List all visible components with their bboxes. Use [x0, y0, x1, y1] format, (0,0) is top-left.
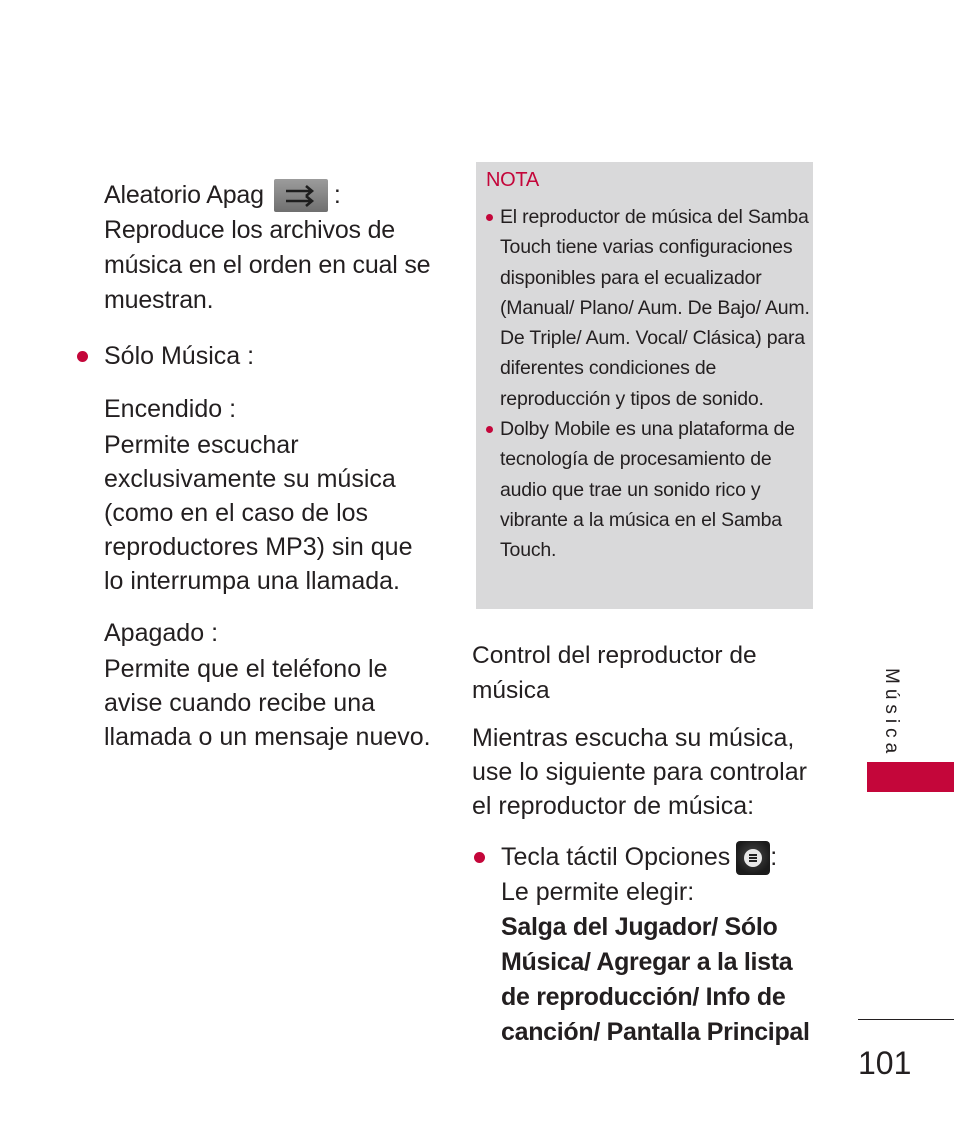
section-intro: Mientras escucha su música, use lo siguiente para controlar el reproductor de música:: [472, 724, 807, 820]
off-term-line: [104, 616, 434, 650]
music-only-on-section: [104, 392, 434, 598]
bullet-icon: [474, 852, 485, 863]
options-item: [501, 840, 821, 1050]
shuffle-description: Reproduce los archivos de música en el orden en cual se muestran.: [104, 216, 431, 314]
on-term: Encendido :: [104, 395, 237, 423]
music-only-off-section: [104, 616, 434, 754]
note-item: [486, 414, 810, 565]
off-description: Permite que el teléfono le avise cuando recibe una llamada o un mensaje nuevo.: [104, 655, 431, 751]
note-item: [486, 202, 810, 414]
menu-icon: [736, 841, 770, 875]
side-tab-label: Música: [881, 668, 902, 759]
bullet-icon: [486, 426, 493, 433]
note-box: [476, 162, 813, 609]
shuffle-section: [104, 178, 434, 318]
music-only-item: [104, 339, 434, 374]
on-description: Permite escuchar exclusivamente su música (como en el caso de los reproductores MP3) sin que lo interrumpa una llamada.: [104, 431, 413, 595]
note-list: [486, 202, 810, 566]
page-number: 101: [858, 1045, 912, 1081]
options-subtext: Le permite elegir:: [501, 878, 695, 906]
shuffle-term: Aleatorio Apag: [104, 181, 264, 209]
music-only-colon: :: [247, 342, 255, 370]
bullet-icon: [77, 351, 88, 362]
shuffle-icon: [274, 179, 328, 212]
off-colon: :: [211, 619, 219, 647]
note-item-text: El reproductor de música del Samba Touch tiene varias configuraciones disponibles para el ecualizador (Manual/ Plano/ Aum. De Bajo/ Aum. De Triple/ Aum. Vocal/ Clásica) para diferentes condiciones de reproducción y tipos de sonido.: [500, 206, 810, 410]
side-tab-marker: [867, 762, 954, 792]
note-item-text: Dolby Mobile es una plataforma de tecnología de procesamiento de audio que trae un sonido rico y vibrante a la música en el Samba Touch.: [500, 418, 795, 562]
options-label: Tecla táctil Opciones: [501, 843, 731, 871]
note-title: NOTA: [486, 169, 539, 191]
music-only-term: Sólo Música: [104, 342, 241, 370]
options-term-line: [501, 840, 821, 875]
options-colon: :: [770, 843, 778, 871]
shuffle-colon: :: [333, 181, 341, 209]
section-heading: Control del reproductor de música: [472, 642, 757, 704]
off-term: Apagado: [104, 619, 205, 647]
options-choices: Salga del Jugador/ Sólo Música/ Agregar a la lista de reproducción/ Info de canción/ Pantalla Principal: [501, 913, 810, 1046]
shuffle-term-line: [104, 178, 434, 213]
bullet-icon: [486, 214, 493, 221]
page-number-rule: [858, 1019, 954, 1020]
